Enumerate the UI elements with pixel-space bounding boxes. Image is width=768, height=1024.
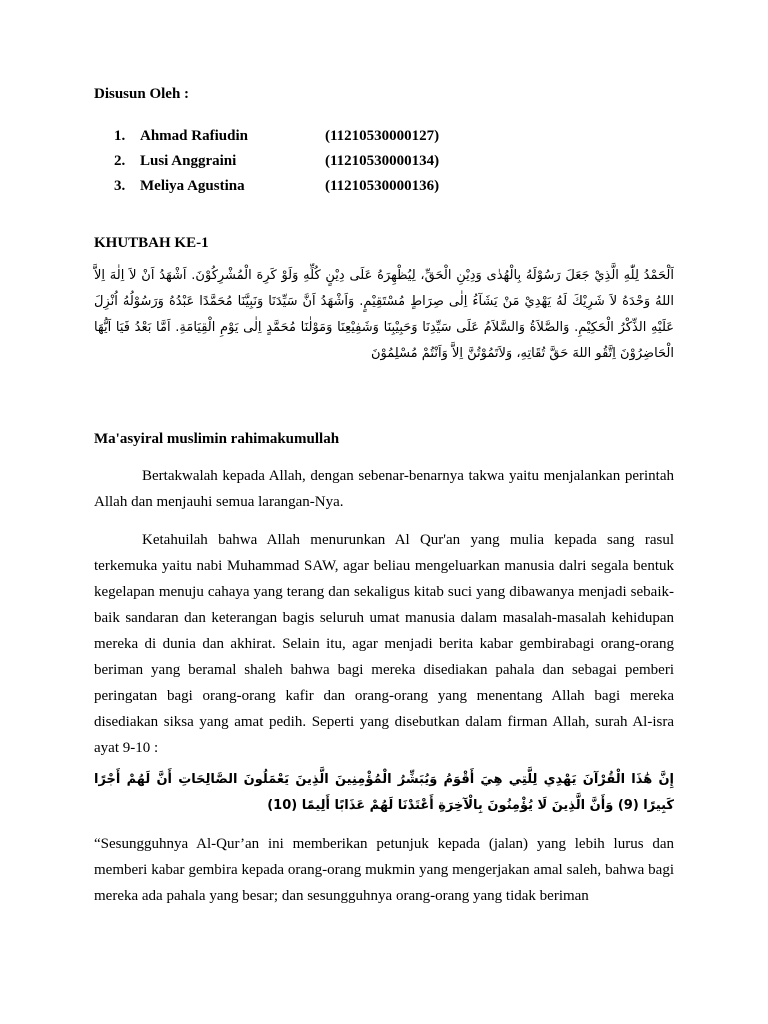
author-item — [94, 174, 674, 199]
arabic-opening-text: اَلْحَمْدُ لِلّٰهِ الَّذِيْ جَعَلَ رَسُوْلَهُ بِالْهُدٰى وَدِيْنِ الْحَقِّ، لِيُظْهِرَهُ عَلَى دِيْنٍ كُلِّهِ وَلَوْ كَرِهَ الْمُشْرِكُوْنَ. اَشْهَدُ اَنْ لاَ اِلٰهَ اِلاَّ اللهُ وَحْدَهُ لاَ شَرِيْكَ لَهُ يَهْدِيْ مَنْ يَشَآءُ اِلٰى صِرَاطٍ مُسْتَقِيْمٍ. وَاَشْهَدُ اَنَّ سَيِّدَنَا وَنَبِيَّنَا مُحَمَّدًا عَبْدُهُ وَرَسُوْلُهُ اُنْزِلَ عَلَيْهِ الذِّكْرُ الْحَكِيْمِ. وَالصَّلاَةُ وَالسَّلاَمُ عَلَى سَيِّدِنَا وَحَبِيْبِنَا وَشَفِيْعِنَا وَمَوْلٰنَا مُحَمَّدٍ اِلٰى يَوْمِ الْقِيَامَةِ. اَمَّا بَعْدُ فَيَا اَيُّهَا الْحَاضِرُوْنَ اِتَّقُو اللهَ حَقَّ تُقَاتِهِ، وَلاَتَمُوْتُنَّ اِلاَّ وَاَنْتُمْ مُسْلِمُوْنَ — [94, 268, 674, 361]
paragraph-translation: “Sesungguhnya Al-Qur’an ini memberikan petunjuk kepada (jalan) yang lebih lurus dan memberi kabar gembira kepada orang-orang mukmin yang mengerjakan amal saleh, bahwa bagi mereka ada pahala yang besar; dan sesungguhnya orang-orang yang tidak beriman — [94, 836, 674, 904]
author-name: Meliya Agustina — [140, 178, 245, 194]
section-title: Ma'asyiral muslimin rahimakumullah — [94, 431, 340, 447]
author-number: 2. — [114, 153, 126, 169]
author-number: 1. — [114, 128, 126, 144]
author-id: (11210530000136) — [325, 178, 440, 194]
author-name: Ahmad Rafiudin — [140, 128, 248, 144]
author-id: (11210530000127) — [325, 128, 440, 144]
khutbah-title: KHUTBAH KE-1 — [94, 235, 209, 251]
author-number: 3. — [114, 178, 126, 194]
author-id: (11210530000134) — [325, 153, 440, 169]
author-item — [94, 149, 674, 174]
author-name: Lusi Anggraini — [140, 153, 237, 169]
paragraph-quran: Ketahuilah bahwa Allah menurunkan Al Qur'an yang mulia kepada sang rasul terkemuka yaitu nabi Muhammad SAW, agar beliau mengeluarkan manusia dalri segala bentuk kegelapan menuju cahaya yang terang dan sekaligus kitab suci yang dibawanya menjadi sebaik-baik sandaran dan keterangan bagis seluruh umat manusia dalam masalah-masalah kehidupan mereka di dunia dan akhirat. Selain itu, agar menjadi berita kabar gembirabagi orang-orang beriman yang beramal shaleh bahwa bagi mereka disediakan pahala dan sebagai pemberi peringatan bagi orang-orang kafir dan orang-orang yang menentang Allah bagi mereka disediakan siksa yang amat pedih. Seperti yang disebutkan dalam firman Allah, surah Al-isra ayat 9-10 : — [94, 532, 674, 756]
author-item — [94, 124, 674, 149]
prepared-by-label: Disusun Oleh : — [94, 86, 190, 102]
author-list — [94, 124, 674, 199]
quran-verse-arabic: إِنَّ هَٰذَا الْقُرْآنَ يَهْدِي لِلَّتِي هِيَ أَقْوَمُ وَيُبَشِّرُ الْمُؤْمِنِينَ الَّذِينَ يَعْمَلُونَ الصَّالِحَاتِ أَنَّ لَهُمْ أَجْرًا كَبِيرًا (9) وَأَنَّ الَّذِينَ لَا يُؤْمِنُونَ بِالْآخِرَةِ أَعْتَدْنَا لَهُمْ عَذَابًا أَلِيمًا (10) — [94, 772, 674, 813]
paragraph-takwa: Bertakwalah kepada Allah, dengan sebenar-benarnya takwa yaitu menjalankan perintah Allah dan menjauhi semua larangan-Nya. — [94, 468, 674, 510]
